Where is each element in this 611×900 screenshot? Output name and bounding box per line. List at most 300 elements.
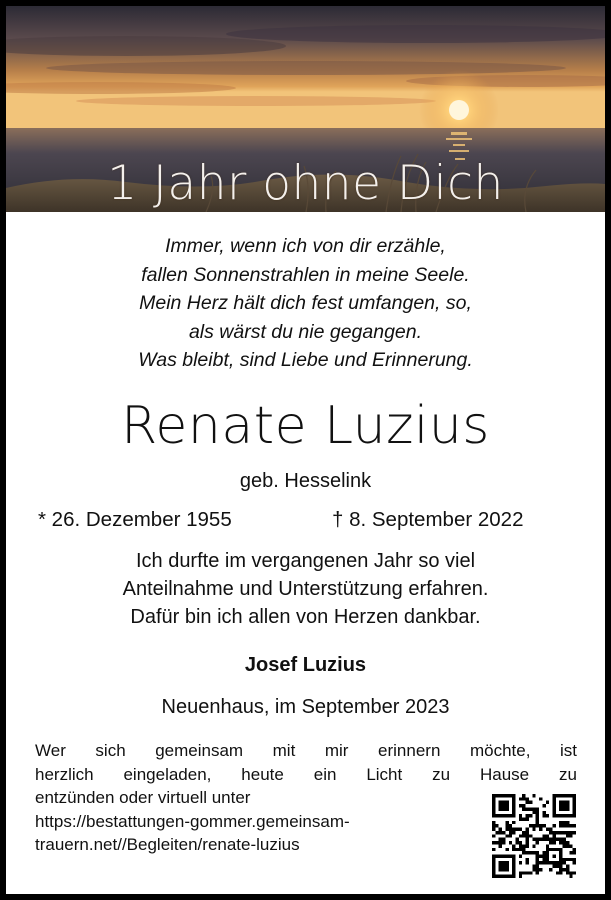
qr-module xyxy=(522,807,525,810)
qr-module xyxy=(492,824,495,827)
qr-module xyxy=(505,875,508,878)
qr-module xyxy=(519,804,522,807)
qr-module xyxy=(499,844,502,847)
qr-module xyxy=(502,801,505,804)
qr-module xyxy=(563,858,566,861)
qr-module xyxy=(536,861,539,864)
qr-module xyxy=(559,794,562,797)
qr-module xyxy=(559,807,562,810)
qr-module xyxy=(566,807,569,810)
qr-module xyxy=(505,804,508,807)
qr-module xyxy=(495,854,498,857)
qr-module xyxy=(495,814,498,817)
qr-module xyxy=(509,854,512,857)
qr-module xyxy=(559,814,562,817)
qr-module xyxy=(552,811,555,814)
qr-module xyxy=(569,858,572,861)
invite-line: herzlich eingeladen, heute ein Licht zu Hause zu xyxy=(35,764,577,784)
qr-module xyxy=(569,871,572,874)
qr-module xyxy=(509,841,512,844)
qr-module xyxy=(566,858,569,861)
qr-module xyxy=(492,828,495,831)
qr-module xyxy=(532,851,535,854)
qr-module xyxy=(532,807,535,810)
obituary-card xyxy=(6,6,605,894)
qr-module xyxy=(552,831,555,834)
qr-module xyxy=(522,831,525,834)
qr-module xyxy=(542,834,545,837)
qr-module xyxy=(492,868,495,871)
qr-module xyxy=(522,794,525,797)
invite-line: Wer sich gemeinsam mit mir erinnern möchte, ist xyxy=(35,741,577,760)
qr-module xyxy=(522,797,525,800)
qr-module xyxy=(529,814,532,817)
qr-module xyxy=(559,851,562,854)
qr-module xyxy=(512,861,515,864)
qr-module xyxy=(573,797,576,800)
qr-module xyxy=(569,814,572,817)
qr-module xyxy=(566,841,569,844)
qr-module xyxy=(509,824,512,827)
qr-module xyxy=(516,848,519,851)
qr-module xyxy=(519,797,522,800)
qr-module xyxy=(505,854,508,857)
qr-module xyxy=(522,844,525,847)
qr-module xyxy=(505,801,508,804)
qr-module xyxy=(552,854,555,857)
qr-module xyxy=(526,851,529,854)
qr-module xyxy=(566,865,569,868)
qr-module xyxy=(499,807,502,810)
qr-module xyxy=(573,814,576,817)
qr-module xyxy=(563,801,566,804)
qr-module xyxy=(536,811,539,814)
qr-module xyxy=(563,831,566,834)
qr-module xyxy=(529,851,532,854)
qr-module xyxy=(563,794,566,797)
qr-module xyxy=(502,794,505,797)
thanks-line: Dafür bin ich allen von Herzen dankbar. xyxy=(130,606,481,628)
qr-module xyxy=(539,797,542,800)
qr-module xyxy=(492,865,495,868)
qr-module xyxy=(512,814,515,817)
qr-module xyxy=(499,838,502,841)
qr-module xyxy=(566,801,569,804)
qr-module xyxy=(566,824,569,827)
qr-module xyxy=(512,804,515,807)
qr-module xyxy=(542,804,545,807)
headline: 1 Jahr ohne Dich xyxy=(107,156,504,211)
qr-module xyxy=(499,875,502,878)
qr-module xyxy=(492,834,495,837)
qr-module xyxy=(505,794,508,797)
qr-module xyxy=(492,801,495,804)
qr-module xyxy=(526,831,529,834)
qr-module xyxy=(573,851,576,854)
poem-line: Mein Herz hält dich fest umfangen, so, xyxy=(139,292,472,314)
qr-module xyxy=(556,814,559,817)
qr-module xyxy=(522,804,525,807)
qr-module xyxy=(556,871,559,874)
qr-module xyxy=(569,875,572,878)
qr-module xyxy=(563,804,566,807)
qr-module xyxy=(556,831,559,834)
qr-module xyxy=(492,814,495,817)
qr-module xyxy=(552,804,555,807)
birth-date: * 26. Dezember 1955 xyxy=(38,508,232,531)
qr-module xyxy=(573,831,576,834)
qr-module xyxy=(499,804,502,807)
qr-module xyxy=(512,848,515,851)
qr-module xyxy=(569,834,572,837)
qr-module xyxy=(563,838,566,841)
qr-module xyxy=(569,851,572,854)
qr-module xyxy=(526,844,529,847)
qr-module xyxy=(539,824,542,827)
qr-module xyxy=(563,824,566,827)
qr-module xyxy=(563,807,566,810)
qr-module xyxy=(516,838,519,841)
maiden-name: geb. Hesselink xyxy=(239,470,372,492)
qr-module xyxy=(522,851,525,854)
qr-module xyxy=(512,797,515,800)
qr-module xyxy=(536,824,539,827)
qr-module xyxy=(529,824,532,827)
qr-module xyxy=(512,865,515,868)
thanks-line: Ich durfte im vergangenen Jahr so viel xyxy=(135,550,476,572)
qr-module xyxy=(519,828,522,831)
qr-module xyxy=(573,871,576,874)
qr-module xyxy=(502,868,505,871)
qr-module xyxy=(505,865,508,868)
qr-module xyxy=(573,807,576,810)
qr-module xyxy=(559,848,562,851)
qr-module xyxy=(573,858,576,861)
qr-module xyxy=(502,831,505,834)
qr-module xyxy=(552,861,555,864)
qr-module xyxy=(552,794,555,797)
qr-module xyxy=(519,834,522,837)
qr-module xyxy=(505,807,508,810)
qr-module xyxy=(552,838,555,841)
qr-module xyxy=(546,861,549,864)
qr-module xyxy=(519,854,522,857)
qr-module xyxy=(509,875,512,878)
qr-module xyxy=(552,841,555,844)
qr-module xyxy=(573,804,576,807)
qr-module xyxy=(552,834,555,837)
qr-module xyxy=(495,824,498,827)
qr-module xyxy=(566,831,569,834)
qr-module xyxy=(549,831,552,834)
qr-module xyxy=(519,818,522,821)
qr-module xyxy=(546,814,549,817)
qr-module xyxy=(499,831,502,834)
qr-module xyxy=(532,865,535,868)
qr-module xyxy=(569,824,572,827)
qr-module xyxy=(542,838,545,841)
qr-module xyxy=(552,848,555,851)
qr-module xyxy=(539,854,542,857)
qr-module xyxy=(569,844,572,847)
qr-module xyxy=(492,854,495,857)
qr-module xyxy=(495,841,498,844)
qr-module xyxy=(546,848,549,851)
qr-module xyxy=(532,794,535,797)
qr-module xyxy=(566,871,569,874)
qr-module xyxy=(539,868,542,871)
qr-module xyxy=(509,794,512,797)
qr-module xyxy=(552,797,555,800)
qr-module xyxy=(526,838,529,841)
qr-module xyxy=(492,848,495,851)
qr-module xyxy=(536,854,539,857)
qr-module xyxy=(559,838,562,841)
qr-module xyxy=(556,794,559,797)
qr-module xyxy=(529,834,532,837)
qr-module xyxy=(509,834,512,837)
qr-module xyxy=(566,821,569,824)
qr-module xyxy=(529,807,532,810)
qr-module xyxy=(526,814,529,817)
qr-module xyxy=(536,818,539,821)
qr-module xyxy=(552,801,555,804)
qr-module xyxy=(522,848,525,851)
qr-module xyxy=(492,807,495,810)
qr-module xyxy=(542,861,545,864)
qr-code-icon[interactable] xyxy=(492,794,576,878)
qr-module xyxy=(542,854,545,857)
qr-module xyxy=(536,858,539,861)
qr-module xyxy=(495,875,498,878)
qr-module xyxy=(512,871,515,874)
qr-module xyxy=(559,858,562,861)
qr-module xyxy=(492,804,495,807)
qr-module xyxy=(502,807,505,810)
qr-module xyxy=(502,804,505,807)
memorial-url-continued[interactable]: trauern.net//Begleiten/renate-luzius xyxy=(35,835,300,854)
qr-module xyxy=(526,858,529,861)
qr-module xyxy=(505,814,508,817)
qr-module xyxy=(573,861,576,864)
qr-module xyxy=(549,868,552,871)
qr-module xyxy=(505,861,508,864)
qr-module xyxy=(492,875,495,878)
qr-module xyxy=(546,844,549,847)
qr-module xyxy=(492,811,495,814)
qr-module xyxy=(559,841,562,844)
qr-module xyxy=(552,865,555,868)
qr-module xyxy=(566,844,569,847)
qr-module xyxy=(563,868,566,871)
qr-module xyxy=(546,854,549,857)
qr-module xyxy=(526,861,529,864)
qr-module xyxy=(499,861,502,864)
qr-module xyxy=(526,818,529,821)
qr-module xyxy=(546,858,549,861)
qr-module xyxy=(559,871,562,874)
qr-module xyxy=(569,831,572,834)
qr-module xyxy=(532,844,535,847)
qr-module xyxy=(502,875,505,878)
qr-module xyxy=(505,824,508,827)
qr-module xyxy=(549,861,552,864)
qr-module xyxy=(563,844,566,847)
qr-module xyxy=(499,841,502,844)
qr-module xyxy=(573,811,576,814)
qr-module xyxy=(522,871,525,874)
qr-module xyxy=(556,865,559,868)
qr-module xyxy=(522,834,525,837)
qr-module xyxy=(546,838,549,841)
qr-module xyxy=(552,814,555,817)
qr-module xyxy=(549,841,552,844)
qr-module xyxy=(512,844,515,847)
qr-module xyxy=(505,868,508,871)
qr-module xyxy=(512,831,515,834)
qr-module xyxy=(509,828,512,831)
qr-module xyxy=(522,818,525,821)
qr-module xyxy=(512,828,515,831)
qr-module xyxy=(512,868,515,871)
qr-module xyxy=(499,801,502,804)
qr-module xyxy=(512,794,515,797)
qr-module xyxy=(492,858,495,861)
qr-module xyxy=(526,834,529,837)
qr-module xyxy=(542,851,545,854)
qr-module xyxy=(526,828,529,831)
qr-module xyxy=(536,807,539,810)
qr-module xyxy=(526,871,529,874)
qr-module xyxy=(559,804,562,807)
qr-module xyxy=(539,838,542,841)
qr-module xyxy=(499,865,502,868)
qr-module xyxy=(499,828,502,831)
thanks-text xyxy=(6,547,605,631)
qr-module xyxy=(529,801,532,804)
qr-module xyxy=(563,861,566,864)
qr-module xyxy=(552,824,555,827)
qr-module xyxy=(536,838,539,841)
poem-line: fallen Sonnenstrahlen in meine Seele. xyxy=(141,263,470,286)
qr-module xyxy=(502,814,505,817)
invite-line: entzünden oder virtuell unter xyxy=(35,788,251,807)
memorial-url[interactable]: https://bestattungen-gommer.gemeinsam- xyxy=(35,811,350,831)
qr-module xyxy=(526,807,529,810)
qr-module xyxy=(559,865,562,868)
qr-module xyxy=(536,821,539,824)
place-date: Neuenhaus, im September 2023 xyxy=(161,696,450,718)
qr-module xyxy=(566,794,569,797)
qr-module xyxy=(563,814,566,817)
qr-module xyxy=(532,838,535,841)
qr-module xyxy=(546,801,549,804)
qr-module xyxy=(542,858,545,861)
qr-module xyxy=(546,828,549,831)
poem xyxy=(6,232,605,375)
qr-module xyxy=(532,868,535,871)
qr-module xyxy=(502,854,505,857)
qr-module xyxy=(532,811,535,814)
qr-module xyxy=(512,801,515,804)
poem-line: als wärst du nie gegangen. xyxy=(188,320,423,343)
qr-module xyxy=(536,871,539,874)
qr-module xyxy=(552,807,555,810)
qr-module xyxy=(512,811,515,814)
qr-module xyxy=(526,841,529,844)
qr-module xyxy=(512,821,515,824)
qr-module xyxy=(499,868,502,871)
qr-module xyxy=(526,801,529,804)
qr-module xyxy=(512,858,515,861)
qr-module xyxy=(492,841,495,844)
qr-module xyxy=(559,831,562,834)
qr-module xyxy=(519,844,522,847)
qr-module xyxy=(502,861,505,864)
qr-module xyxy=(566,804,569,807)
qr-module xyxy=(519,841,522,844)
qr-module xyxy=(536,814,539,817)
qr-module xyxy=(559,854,562,857)
qr-module xyxy=(573,848,576,851)
qr-module xyxy=(519,814,522,817)
qr-module xyxy=(549,848,552,851)
qr-module xyxy=(492,794,495,797)
qr-module xyxy=(556,861,559,864)
qr-module xyxy=(559,801,562,804)
qr-module xyxy=(559,861,562,864)
qr-module xyxy=(526,797,529,800)
qr-module xyxy=(569,794,572,797)
qr-module xyxy=(549,828,552,831)
qr-module xyxy=(539,828,542,831)
qr-module xyxy=(573,824,576,827)
qr-module xyxy=(505,821,508,824)
qr-module xyxy=(505,848,508,851)
qr-module xyxy=(519,875,522,878)
qr-module xyxy=(566,834,569,837)
qr-module xyxy=(559,824,562,827)
qr-module xyxy=(502,838,505,841)
qr-module xyxy=(559,868,562,871)
qr-module xyxy=(509,814,512,817)
qr-module xyxy=(519,861,522,864)
qr-module xyxy=(499,814,502,817)
qr-module xyxy=(549,838,552,841)
qr-module xyxy=(546,834,549,837)
deceased-name: Renate Luzius xyxy=(121,396,490,456)
qr-module xyxy=(502,841,505,844)
qr-module xyxy=(573,794,576,797)
qr-module xyxy=(519,848,522,851)
qr-module xyxy=(512,854,515,857)
qr-module xyxy=(519,871,522,874)
thanks-line: Anteilnahme und Unterstützung erfahren. xyxy=(122,578,489,600)
qr-module xyxy=(536,851,539,854)
qr-module xyxy=(502,865,505,868)
qr-module xyxy=(566,814,569,817)
qr-module xyxy=(546,851,549,854)
qr-module xyxy=(542,814,545,817)
qr-module xyxy=(532,828,535,831)
death-date: † 8. September 2022 xyxy=(332,508,524,531)
qr-module xyxy=(499,854,502,857)
qr-module xyxy=(492,821,495,824)
poem-line: Was bleibt, sind Liebe und Erinnerung. xyxy=(138,349,473,371)
qr-module xyxy=(512,807,515,810)
qr-module xyxy=(505,828,508,831)
qr-module xyxy=(559,821,562,824)
